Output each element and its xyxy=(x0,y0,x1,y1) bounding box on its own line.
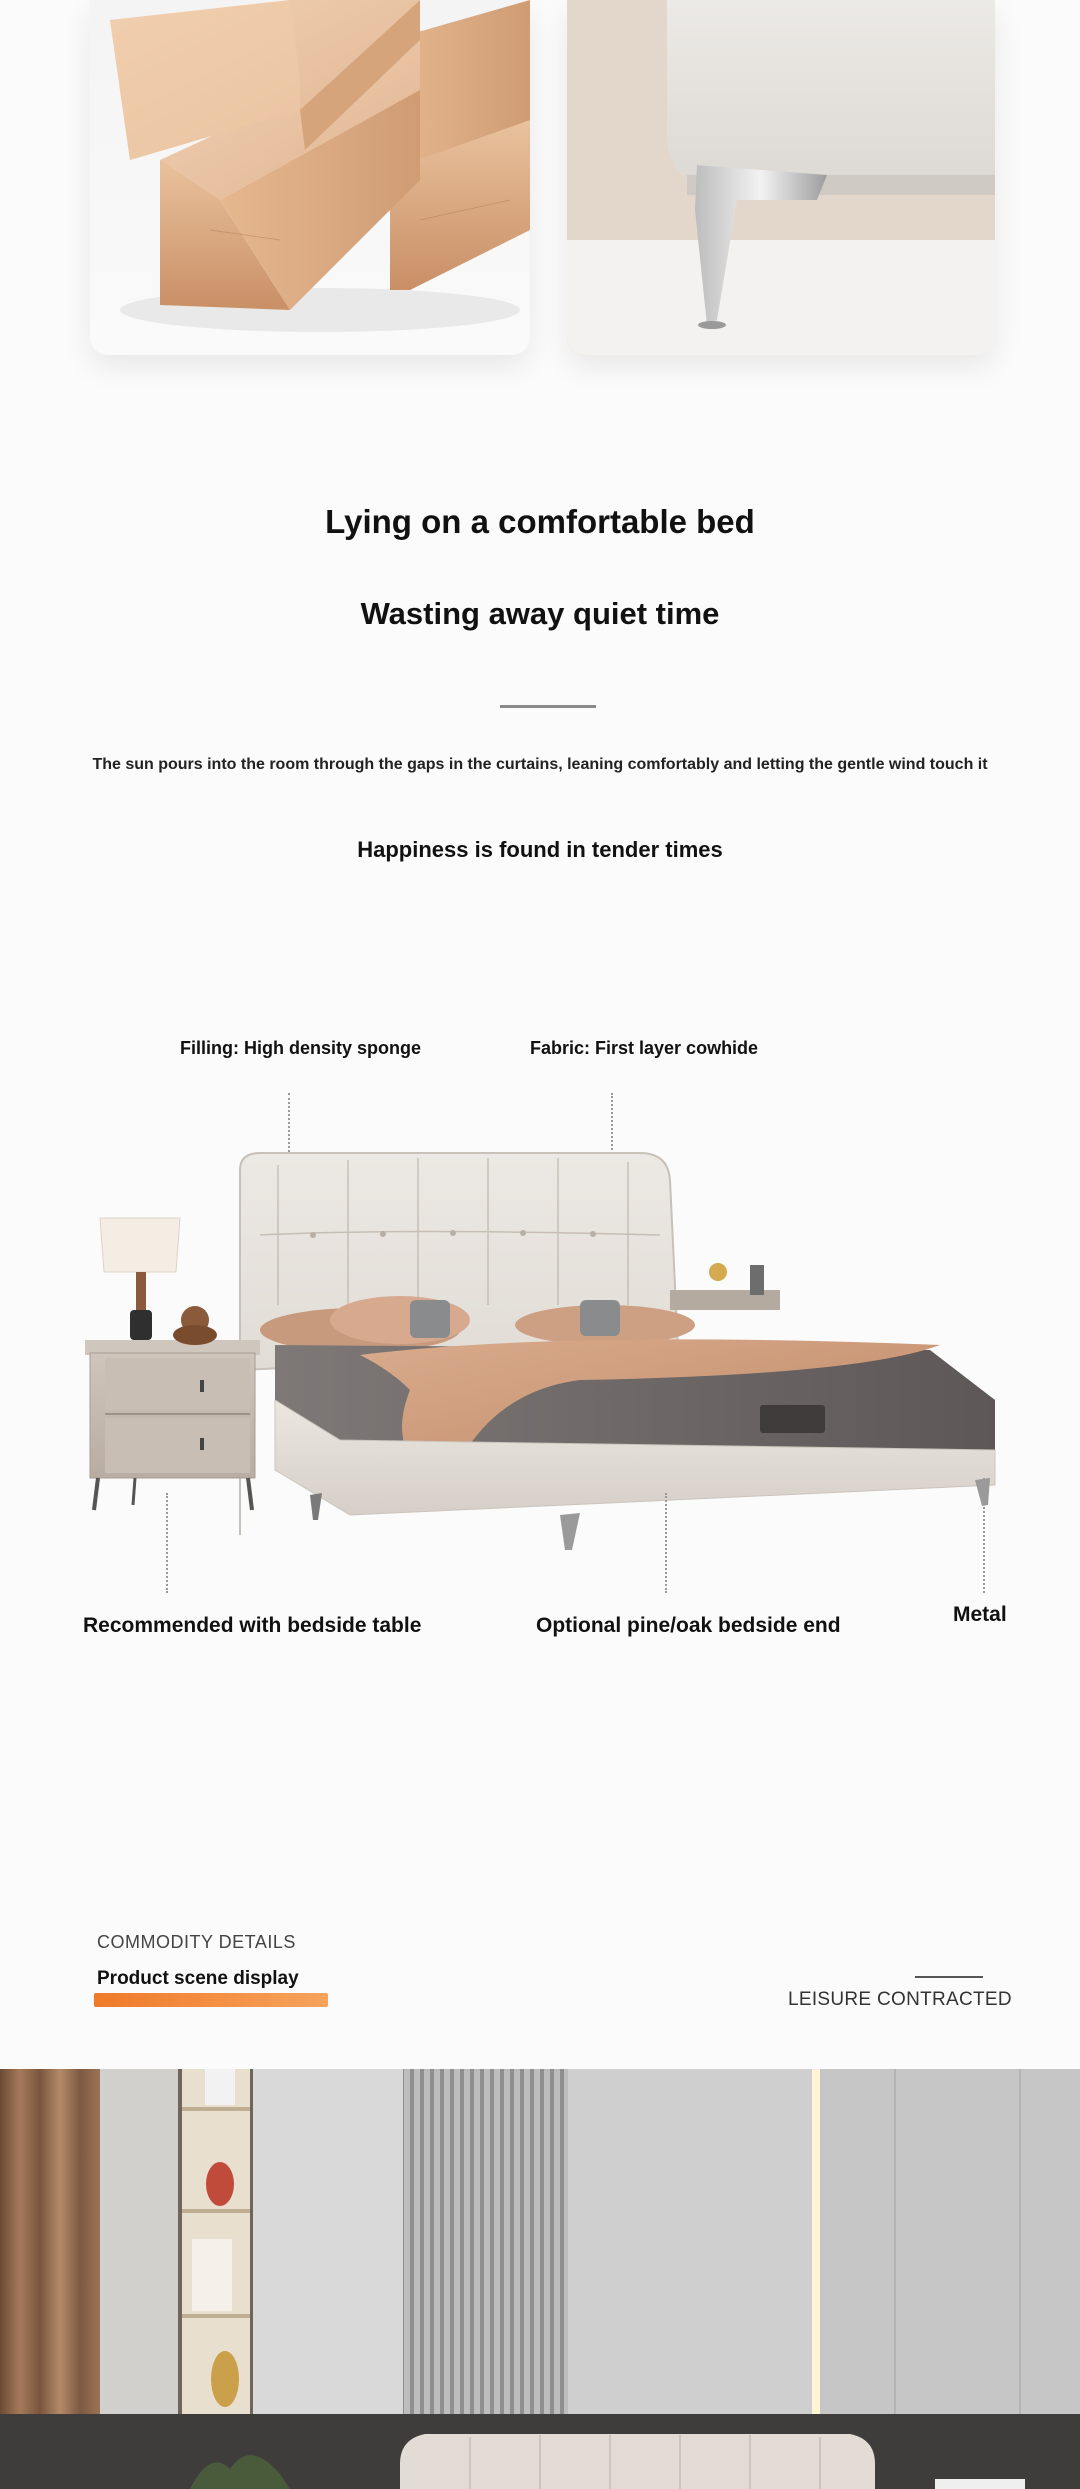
headline-title: Lying on a comfortable bed xyxy=(325,503,755,540)
headline-description: The sun pours into the room through the gaps in the curtains, leaning comfortably and letting the gentle wind touch it xyxy=(92,756,988,773)
bedroom-scene-image xyxy=(0,2069,1080,2489)
section-divider xyxy=(500,705,596,708)
section-tag-line xyxy=(915,1976,983,1978)
bedside-end-pointer-line xyxy=(665,1493,667,1593)
wood-material-photo xyxy=(90,0,530,355)
section-title: Product scene display xyxy=(97,1968,299,1989)
spec-metal: Metal xyxy=(953,1603,1007,1626)
section-label: COMMODITY DETAILS xyxy=(97,1932,296,1952)
spec-fabric: Fabric: First layer cowhide xyxy=(530,1038,759,1058)
bed-leg-closeup-image xyxy=(567,0,995,355)
section-tag: LEISURE CONTRACTED xyxy=(788,1989,1012,2010)
section-accent-bar xyxy=(94,1993,328,2007)
spec-filling: Filling: High density sponge xyxy=(180,1038,421,1058)
wood-blocks-image xyxy=(90,0,530,355)
bedside-table-pointer-line xyxy=(166,1493,168,1593)
headline-subtitle: Wasting away quiet time xyxy=(360,596,720,631)
metal-leg-photo xyxy=(567,0,995,355)
spec-bedside-end: Optional pine/oak bedside end xyxy=(536,1614,841,1637)
metal-pointer-line xyxy=(983,1478,985,1593)
product-scene-photo xyxy=(0,2069,1080,2489)
headline-tagline: Happiness is found in tender times xyxy=(357,837,723,862)
bed-illustration xyxy=(60,1140,1020,1560)
spec-bedside-table: Recommended with bedside table xyxy=(83,1614,422,1637)
